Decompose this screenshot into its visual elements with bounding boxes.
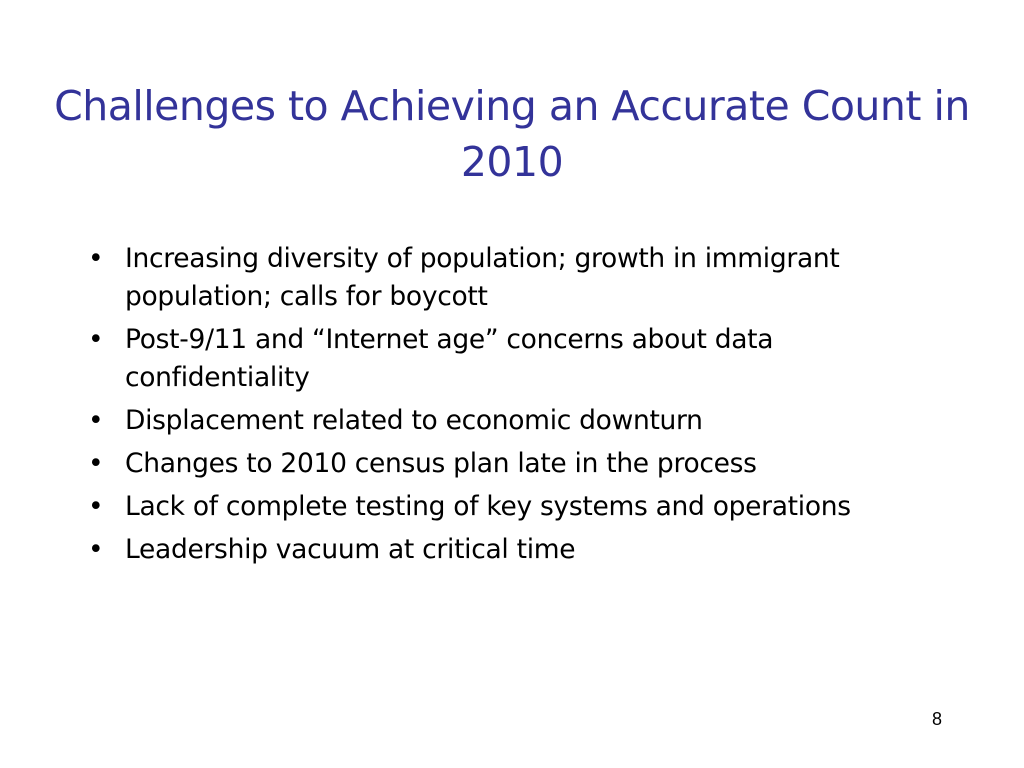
bullet-text: Displacement related to economic downturn (125, 405, 703, 436)
bullet-icon: • (88, 491, 104, 522)
bullet-item (84, 321, 924, 397)
bullet-list (84, 240, 924, 569)
bullet-item (84, 488, 924, 526)
bullet-text: Lack of complete testing of key systems and operations (125, 491, 851, 522)
bullet-item (84, 240, 924, 316)
bullet-icon: • (88, 534, 104, 565)
slide-title: Challenges to Achieving an Accurate Count in 2010 (54, 82, 970, 186)
page-number: 8 (931, 709, 942, 729)
bullet-icon: • (88, 324, 104, 355)
bullet-text: Changes to 2010 census plan late in the process (125, 448, 757, 479)
bullet-icon: • (88, 405, 104, 436)
bullet-item (84, 445, 924, 483)
bullet-icon: • (88, 243, 104, 274)
bullet-item (84, 531, 924, 569)
bullet-item (84, 402, 924, 440)
bullet-icon: • (88, 448, 104, 479)
bullet-text: Leadership vacuum at critical time (125, 534, 576, 565)
bullet-text: Increasing diversity of population; growth in immigrant population; calls for boycott (125, 243, 840, 312)
bullet-text: Post-9/11 and “Internet age” concerns about data confidentiality (125, 324, 774, 393)
